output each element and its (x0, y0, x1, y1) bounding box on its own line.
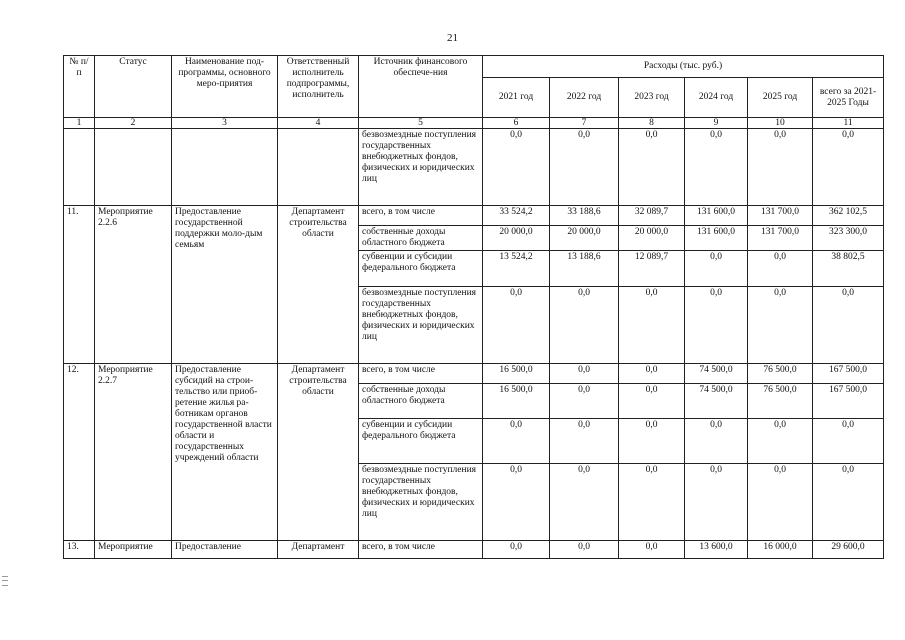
value-cell: 16 500,0 (483, 384, 550, 419)
page-number: 21 (447, 32, 458, 44)
header-source: Источник финансового обеспече-ния (359, 56, 483, 118)
value-cell: 0,0 (748, 251, 813, 287)
value-cell: 0,0 (685, 287, 748, 364)
value-cell: 0,0 (550, 129, 619, 206)
row-number: 13. (64, 541, 95, 559)
name-cell: Предоставление субсидий на строи-тельство или приоб-ретение жилья ра-ботникам органов государственной власти области и государственных учреждений области (172, 364, 278, 541)
status-cell: Мероприятие 2.2.7 (95, 364, 172, 541)
column-index: 9 (685, 118, 748, 129)
source-cell: субвенции и субсидии федерального бюджета (359, 419, 483, 464)
value-cell: 0,0 (619, 464, 685, 541)
table-row (64, 129, 884, 206)
value-cell: 13 600,0 (685, 541, 748, 559)
budget-table (63, 55, 884, 559)
value-cell: 0,0 (483, 541, 550, 559)
column-index: 10 (748, 118, 813, 129)
value-cell: 0,0 (813, 287, 884, 364)
value-cell: 16 000,0 (748, 541, 813, 559)
value-cell: 20 000,0 (619, 226, 685, 251)
value-cell: 0,0 (619, 129, 685, 206)
column-index: 5 (359, 118, 483, 129)
value-cell: 167 500,0 (813, 384, 884, 419)
value-cell: 38 802,5 (813, 251, 884, 287)
name-cell: Предоставление (172, 541, 278, 559)
header-year-2021: 2021 год (483, 78, 550, 118)
header-num: № п/п (64, 56, 95, 118)
header-total: всего за 2021-2025 Годы (813, 78, 884, 118)
value-cell: 131 700,0 (748, 206, 813, 226)
value-cell: 0,0 (619, 287, 685, 364)
row-number: 11. (64, 206, 95, 364)
column-index: 11 (813, 118, 884, 129)
column-index: 7 (550, 118, 619, 129)
value-cell: 20 000,0 (483, 226, 550, 251)
value-cell: 76 500,0 (748, 364, 813, 384)
status-cell: Мероприятие (95, 541, 172, 559)
executor-cell: Департамент строительства области (278, 364, 359, 541)
source-cell: всего, в том числе (359, 206, 483, 226)
value-cell: 0,0 (550, 419, 619, 464)
value-cell: 0,0 (748, 129, 813, 206)
value-cell: 0,0 (619, 384, 685, 419)
header-year-2025: 2025 год (748, 78, 813, 118)
value-cell: 0,0 (483, 287, 550, 364)
source-cell: всего, в том числе (359, 364, 483, 384)
value-cell: 0,0 (813, 129, 884, 206)
value-cell: 131 700,0 (748, 226, 813, 251)
column-index: 2 (95, 118, 172, 129)
value-cell: 0,0 (619, 541, 685, 559)
scan-edge-mark (2, 576, 8, 586)
value-cell: 74 500,0 (685, 384, 748, 419)
value-cell: 29 600,0 (813, 541, 884, 559)
value-cell: 0,0 (483, 464, 550, 541)
row-number: 12. (64, 364, 95, 541)
value-cell: 20 000,0 (550, 226, 619, 251)
value-cell: 0,0 (483, 419, 550, 464)
source-cell: всего, в том числе (359, 541, 483, 559)
value-cell: 0,0 (748, 419, 813, 464)
value-cell: 0,0 (619, 419, 685, 464)
source-cell: субвенции и субсидии федерального бюджета (359, 251, 483, 287)
source-cell: безвозмездные поступления государственных внебюджетных фондов, физических и юридических лиц (359, 129, 483, 206)
column-index-row (64, 118, 884, 129)
table-row (64, 364, 884, 384)
status-cell: Мероприятие 2.2.6 (95, 206, 172, 364)
header-year-2022: 2022 год (550, 78, 619, 118)
source-cell: безвозмездные поступления государственных внебюджетных фондов, физических и юридических лиц (359, 464, 483, 541)
header-expenses: Расходы (тыс. руб.) (483, 56, 884, 78)
value-cell: 13 524,2 (483, 251, 550, 287)
column-index: 8 (619, 118, 685, 129)
value-cell: 76 500,0 (748, 384, 813, 419)
column-index: 4 (278, 118, 359, 129)
executor-cell: Департамент строительства области (278, 206, 359, 364)
header-name: Наименование под-программы, основного меро-приятия (172, 56, 278, 118)
name-cell: Предоставление государственной поддержки моло-дым семьям (172, 206, 278, 364)
source-cell: собственные доходы областного бюджета (359, 384, 483, 419)
value-cell: 74 500,0 (685, 364, 748, 384)
value-cell: 0,0 (748, 287, 813, 364)
value-cell: 131 600,0 (685, 206, 748, 226)
source-cell: собственные доходы областного бюджета (359, 226, 483, 251)
value-cell: 12 089,7 (619, 251, 685, 287)
value-cell: 0,0 (550, 464, 619, 541)
value-cell: 0,0 (685, 419, 748, 464)
source-cell: безвозмездные поступления государственных внебюджетных фондов, физических и юридических лиц (359, 287, 483, 364)
column-index: 6 (483, 118, 550, 129)
value-cell: 0,0 (550, 541, 619, 559)
value-cell: 131 600,0 (685, 226, 748, 251)
header-year-2024: 2024 год (685, 78, 748, 118)
value-cell: 0,0 (685, 251, 748, 287)
value-cell: 323 300,0 (813, 226, 884, 251)
table-row (64, 541, 884, 559)
value-cell: 16 500,0 (483, 364, 550, 384)
value-cell: 0,0 (813, 419, 884, 464)
value-cell: 0,0 (483, 129, 550, 206)
header-year-2023: 2023 год (619, 78, 685, 118)
value-cell: 0,0 (813, 464, 884, 541)
column-index: 3 (172, 118, 278, 129)
value-cell: 362 102,5 (813, 206, 884, 226)
column-index: 1 (64, 118, 95, 129)
value-cell: 0,0 (550, 364, 619, 384)
value-cell: 32 089,7 (619, 206, 685, 226)
value-cell: 0,0 (550, 384, 619, 419)
value-cell: 0,0 (685, 464, 748, 541)
value-cell: 13 188,6 (550, 251, 619, 287)
header-status: Статус (95, 56, 172, 118)
value-cell: 0,0 (619, 364, 685, 384)
table-row (64, 206, 884, 226)
executor-cell: Департамент (278, 541, 359, 559)
value-cell: 0,0 (685, 129, 748, 206)
value-cell: 167 500,0 (813, 364, 884, 384)
value-cell: 0,0 (550, 287, 619, 364)
value-cell: 33 524,2 (483, 206, 550, 226)
value-cell: 0,0 (748, 464, 813, 541)
value-cell: 33 188,6 (550, 206, 619, 226)
header-executor: Ответственный исполнитель подпрограммы, исполнитель (278, 56, 359, 118)
